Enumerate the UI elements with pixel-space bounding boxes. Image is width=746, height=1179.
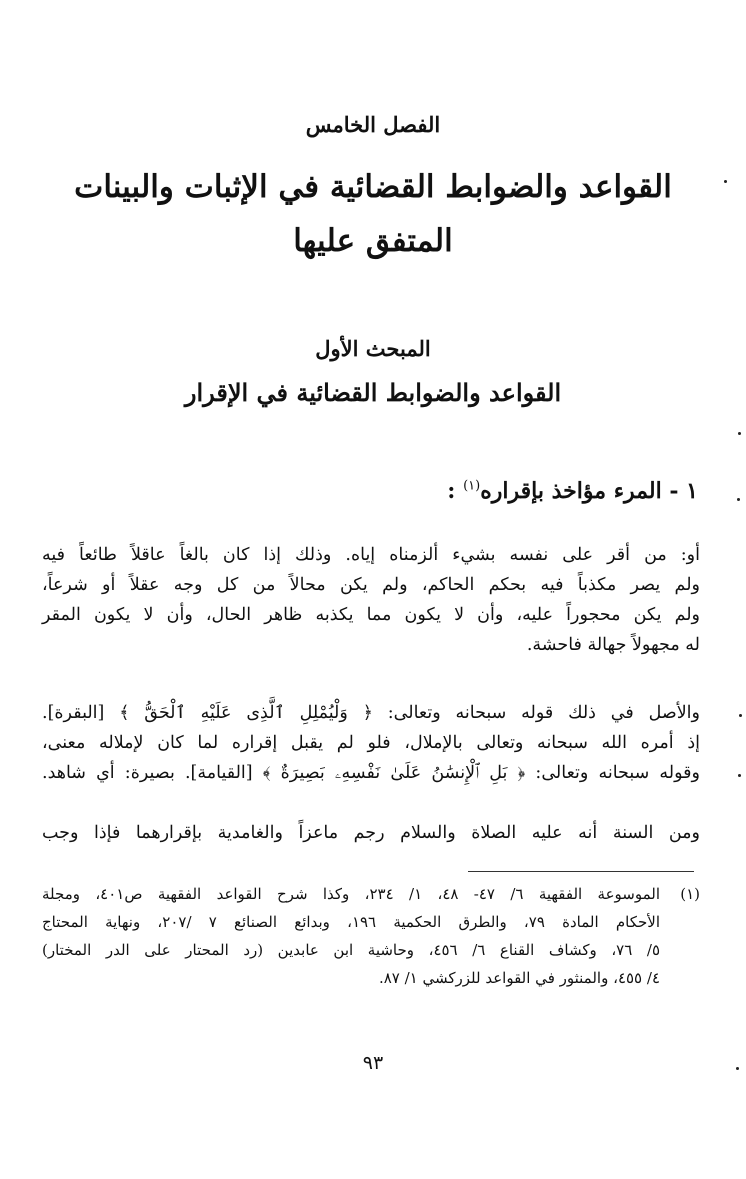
chapter-label: الفصل الخامس: [305, 112, 441, 137]
paragraph-line: إذ أمره الله سبحانه وتعالى بالإملال، فلو لم يقبل إقراره لما كان لإملاله معنى،: [42, 733, 700, 753]
section-title: القواعد والضوابط القضائية في الإقرار: [184, 378, 562, 407]
footnote-body: [42, 880, 660, 992]
chapter-title-line-2: المتفق عليها: [293, 223, 453, 259]
chapter-title: [0, 160, 746, 268]
footnote-line: الأحكام المادة ٧٩، والطرق الحكمية ١٩٦، وبدائع الصنائع ٧ /٢٠٧، ونهاية المحتاج: [42, 913, 660, 931]
paragraph-line: ولم يصر مكذباً فيه بحكم الحاكم، ولم يكن محالاً من كل وجه عقلاً أو شرعاً،: [42, 575, 700, 595]
paragraph-line: وقوله سبحانه وتعالى: ﴿ بَلِ ٱلْإِنسَٰنُ عَلَىٰ نَفْسِهِۦ بَصِيرَةٌ ﴾ [القيامة]. بصيرة: أي شاهد.: [42, 763, 700, 783]
paragraph-line: ومن السنة أنه عليه الصلاة والسلام رجم ماعزاً والغامدية بإقرارهما فإذا وجب: [42, 823, 700, 843]
rule-heading-text: ١ - المرء مؤاخذ بإقراره: [480, 478, 698, 504]
footnote-line: الموسوعة الفقهية ٦/ ٤٧- ٤٨، ١/ ٢٣٤، وكذا شرح القواعد الفقهية ص٤٠١، ومجلة: [42, 885, 661, 903]
footnote-separator: [468, 871, 694, 872]
paragraph-line: ولم يكن محجوراً عليه، وأن لا يكون مما يكذبه ظاهر الحال، وأن لا يكون المقر: [42, 605, 700, 625]
paragraph-line: والأصل في ذلك قوله سبحانه وتعالى: ﴿ وَلْيُمْلِلِ ٱلَّذِى عَلَيْهِ ٱلْحَقُّ ﴾ [البقرة].: [42, 703, 700, 723]
footnote-reference[interactable]: (١): [463, 478, 481, 494]
footnote-line: ٥/ ٧٦، وكشاف القناع ٦/ ٤٥٦، وحاشية ابن عابدين (رد المحتار على الدر المختار): [42, 941, 660, 959]
scan-speck: [739, 714, 742, 717]
scan-speck: [737, 498, 740, 501]
scan-speck: [738, 774, 741, 777]
chapter-title-line-1: القواعد والضوابط القضائية في الإثبات والبينات: [74, 169, 672, 205]
scan-speck: [738, 432, 741, 435]
paragraph-evidence-sunnah: [42, 818, 700, 848]
section-label: المبحث الأول: [315, 336, 431, 361]
footnote-number: (١): [680, 885, 700, 903]
paragraph-line: أو: من أقر على نفسه بشيء ألزمناه إياه. وذلك إذا كان بالغاً عاقلاً طائعاً فيه: [42, 545, 700, 565]
paragraph-line: له مجهولاً جهالة فاحشة.: [526, 635, 700, 655]
page-number: ٩٣: [362, 1052, 384, 1074]
rule-heading-colon: :: [447, 478, 456, 504]
scan-speck: [724, 180, 727, 183]
footnote: [42, 880, 700, 992]
rule-heading: [447, 478, 698, 504]
footnote-line: ٤/ ٤٥٥، والمنثور في القواعد للزركشي ١/ ٨٧.: [378, 969, 660, 987]
scan-speck: [736, 1067, 739, 1070]
paragraph-evidence-quran: [42, 698, 700, 788]
paragraph-definition: [42, 540, 700, 660]
